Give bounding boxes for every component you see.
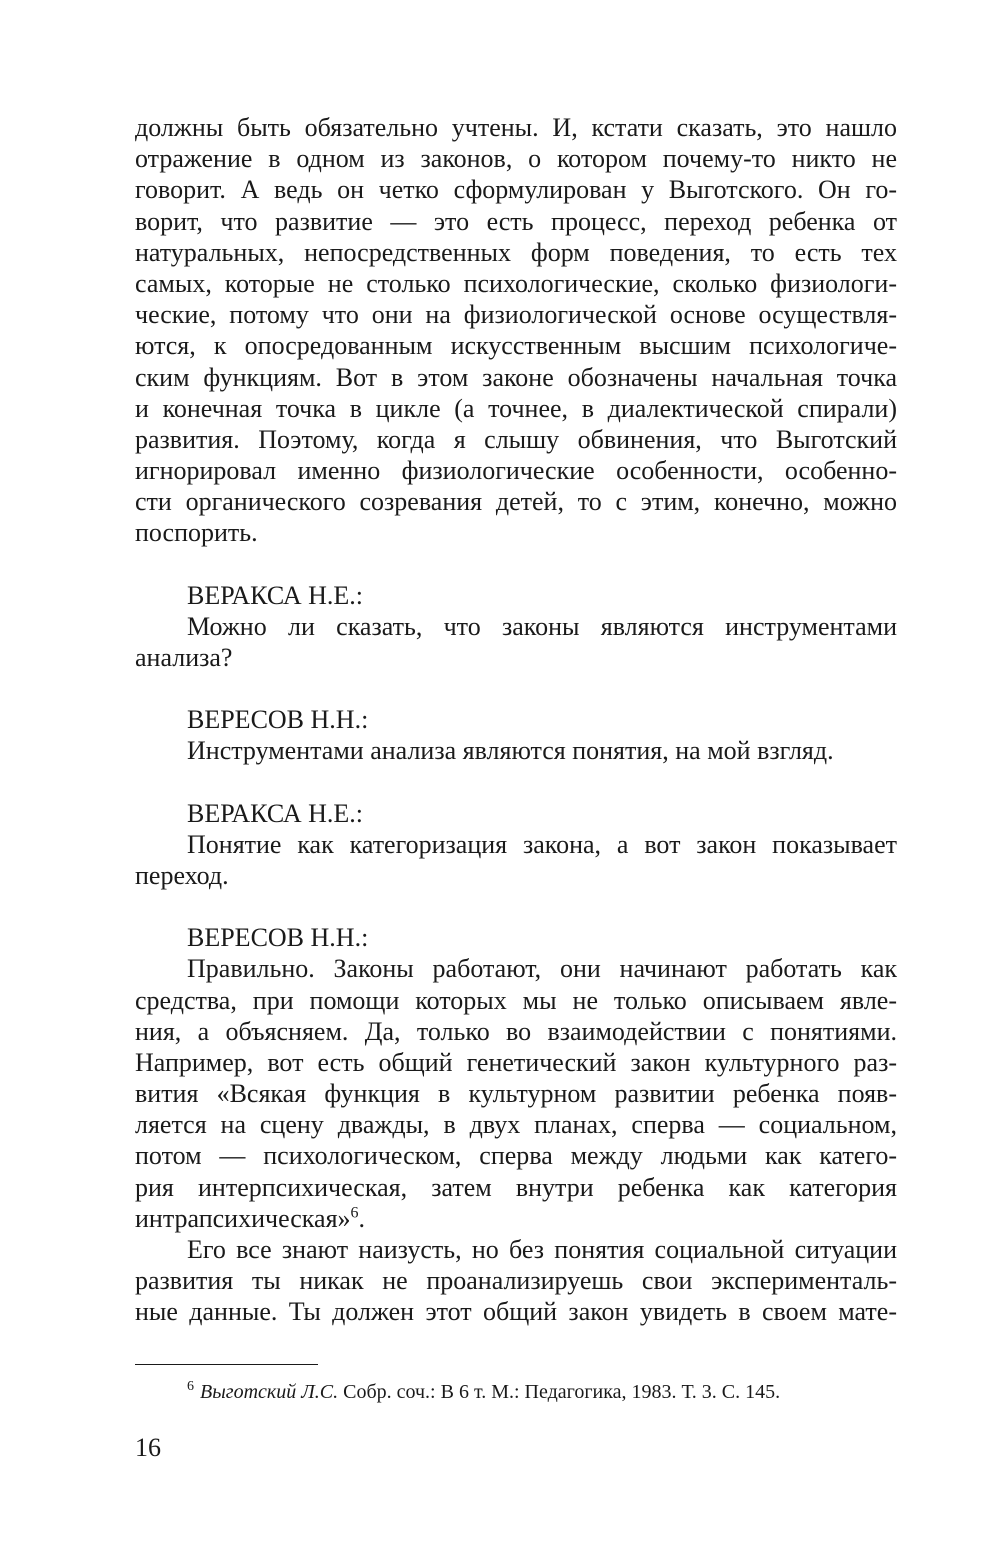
footnote bbox=[187, 1380, 780, 1404]
footnote-author: Выготский Л.С. bbox=[200, 1381, 339, 1403]
text-line: Например, вот есть общий генетический закон культурного раз- bbox=[135, 1047, 897, 1077]
text-segment: . bbox=[358, 1203, 366, 1233]
text-line: Можно ли сказать, что законы являются инструментами bbox=[187, 611, 897, 641]
text-line: вития «Всякая функция в культурном развитии ребенка появ- bbox=[135, 1079, 897, 1109]
text-line: и конечная точка в цикле (а точнее, в диалектической спирали) bbox=[135, 393, 897, 423]
text-line: поспорить. bbox=[135, 518, 258, 548]
text-line: рия интерпсихическая, затем внутри ребенка как категория bbox=[135, 1172, 897, 1202]
dialogue-block-4 bbox=[135, 922, 897, 1327]
footnote-text: Собр. соч.: В 6 т. М.: Педагогика, 1983. Т. 3. С. 145. bbox=[343, 1381, 781, 1403]
text-line: переход. bbox=[135, 860, 229, 890]
dialogue-block-3 bbox=[135, 798, 897, 892]
paragraph-intro bbox=[135, 112, 897, 549]
footnote-divider bbox=[135, 1364, 318, 1365]
dialogue-block-1 bbox=[135, 580, 897, 674]
text-line: должны быть обязательно учтены. И, кстати сказать, это нашло bbox=[135, 113, 897, 142]
speaker-name: ВЕРЕСОВ Н.Н.: bbox=[187, 923, 369, 953]
text-line: сти органического созревания детей, то с этим, конечно, можно bbox=[135, 487, 897, 517]
text-line: ворит, что развитие — это есть процесс, переход ребенка от bbox=[135, 206, 897, 236]
text-line: развития ты никак не проанализируешь свои эксперименталь- bbox=[135, 1266, 897, 1296]
text-line: Его все знают наизусть, но без понятия социальной ситуации bbox=[187, 1235, 897, 1264]
text-line: средства, при помощи которых мы не только описываем явле- bbox=[135, 985, 897, 1015]
text-line: ются, к опосредованным искусственным высшим психологиче- bbox=[135, 331, 897, 361]
text-line: игнорировал именно физиологические особенности, особенно- bbox=[135, 456, 897, 486]
footnote-reference[interactable]: 6 bbox=[350, 1204, 359, 1222]
text-line: Инструментами анализа являются понятия, на мой взгляд. bbox=[187, 736, 834, 766]
text-line-with-footnote bbox=[135, 1203, 897, 1234]
text-line: Правильно. Законы работают, они начинают работать как bbox=[187, 954, 897, 984]
speaker-name: ВЕРАКСА Н.Е.: bbox=[187, 798, 364, 828]
footnote-number: 6 bbox=[187, 1379, 194, 1395]
text-segment: интрапсихическая» bbox=[135, 1203, 351, 1233]
text-line: натуральных, непосредственных форм поведения, то есть тех bbox=[135, 237, 897, 267]
speaker-name: ВЕРАКСА Н.Е.: bbox=[187, 580, 364, 610]
text-line: отражение в одном из законов, о котором почему-то никто не bbox=[135, 144, 897, 174]
text-line: говорит. А ведь он четко сформулирован у Выготского. Он го- bbox=[135, 175, 897, 205]
text-line: ния, а объясняем. Да, только во взаимодействии с понятиями. bbox=[135, 1016, 897, 1046]
text-line: ским функциям. Вот в этом законе обозначены начальная точка bbox=[135, 362, 897, 392]
text-line: анализа? bbox=[135, 643, 233, 672]
text-line: развития. Поэтому, когда я слышу обвинения, что Выготский bbox=[135, 424, 897, 454]
text-line: ляется на сцену дважды, в двух планах, сперва — социальном, bbox=[135, 1110, 897, 1140]
text-line: потом — психологическом, сперва между людьми как катего- bbox=[135, 1141, 897, 1171]
text-line: ческие, потому что они на физиологической основе осуществля- bbox=[135, 300, 897, 330]
text-line: Понятие как категоризация закона, а вот закон показывает bbox=[187, 829, 897, 859]
page-body bbox=[135, 112, 897, 1328]
text-line: самых, которые не столько психологические, сколько физиологи- bbox=[135, 268, 897, 298]
page-number: 16 bbox=[135, 1433, 161, 1462]
dialogue-block-2 bbox=[135, 704, 897, 766]
text-line: ные данные. Ты должен этот общий закон увидеть в своем мате- bbox=[135, 1297, 897, 1327]
speaker-name: ВЕРЕСОВ Н.Н.: bbox=[187, 705, 369, 735]
